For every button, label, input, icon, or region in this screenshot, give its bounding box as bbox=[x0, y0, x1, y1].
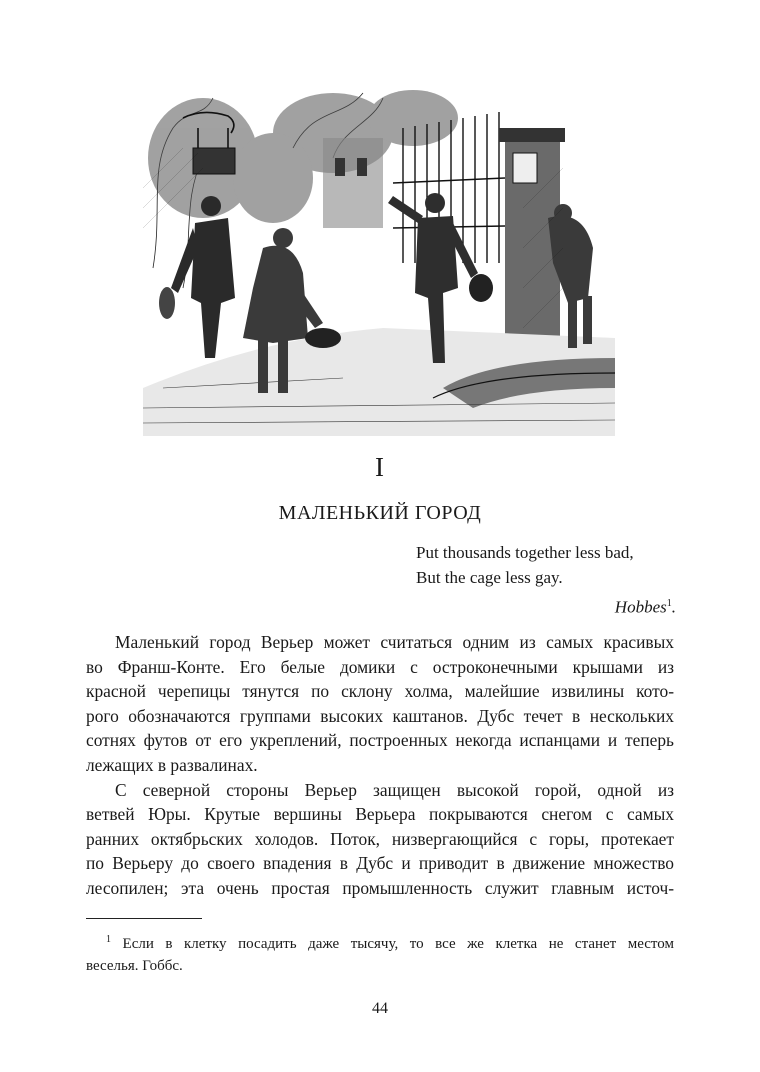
page-number: 44 bbox=[372, 1000, 388, 1017]
text-line: во Франш-Конте. Его белые домики с остроконечными крышами из bbox=[86, 656, 674, 677]
epigraph-author-name: Hobbes bbox=[614, 597, 667, 617]
body-text bbox=[86, 630, 674, 901]
epigraph-line: Put thousands together less bad, bbox=[416, 543, 634, 562]
text-line: лесопилен; эта очень простая промышленность служит главным источ- bbox=[86, 877, 674, 898]
epigraph bbox=[416, 540, 676, 620]
text-line: лежащих в развалинах. bbox=[86, 754, 258, 775]
text-line: красной черепицы тянутся по склону холма, малейшие извилины кото- bbox=[86, 681, 674, 702]
text-line: рого обозначаются группами высоких каштанов. Дубс течет в нескольких bbox=[86, 705, 674, 726]
footnote-line bbox=[86, 929, 674, 955]
text-line: ветвей Юры. Крутые вершины Верьера покрываются снегом с самых bbox=[86, 804, 674, 825]
footnote-divider bbox=[86, 918, 202, 919]
epigraph-author bbox=[416, 591, 676, 620]
chapter-number: I bbox=[375, 452, 385, 482]
chapter-illustration bbox=[143, 88, 615, 436]
text-line: ранних октябрьских холодов. Поток, низвергающийся с горы, протекает bbox=[86, 828, 674, 849]
footnote bbox=[86, 929, 674, 977]
chapter-title: МАЛЕНЬКИЙ ГОРОД bbox=[278, 502, 482, 524]
footnote-reference[interactable]: 1 bbox=[666, 598, 672, 609]
engraving-image bbox=[143, 88, 615, 436]
footnote-marker: 1 bbox=[106, 934, 111, 945]
text-line: Маленький город Верьер может считаться одним из самых красивых bbox=[115, 632, 674, 652]
footnote-text: Если в клетку посадить даже тысячу, то все же клетка не станет местом bbox=[111, 936, 674, 952]
text-line: сотнях футов от его укреплений, построенных некогда испанцами и теперь bbox=[86, 730, 674, 751]
epigraph-author-suffix: . bbox=[671, 597, 676, 617]
text-line: по Верьеру до своего впадения в Дубс и приводит в движение множество bbox=[86, 853, 674, 874]
epigraph-line: But the cage less gay. bbox=[416, 568, 563, 587]
footnote-line: веселья. Гоббс. bbox=[86, 958, 183, 974]
text-line: С северной стороны Верьер защищен высокой горой, одной из bbox=[115, 779, 674, 800]
